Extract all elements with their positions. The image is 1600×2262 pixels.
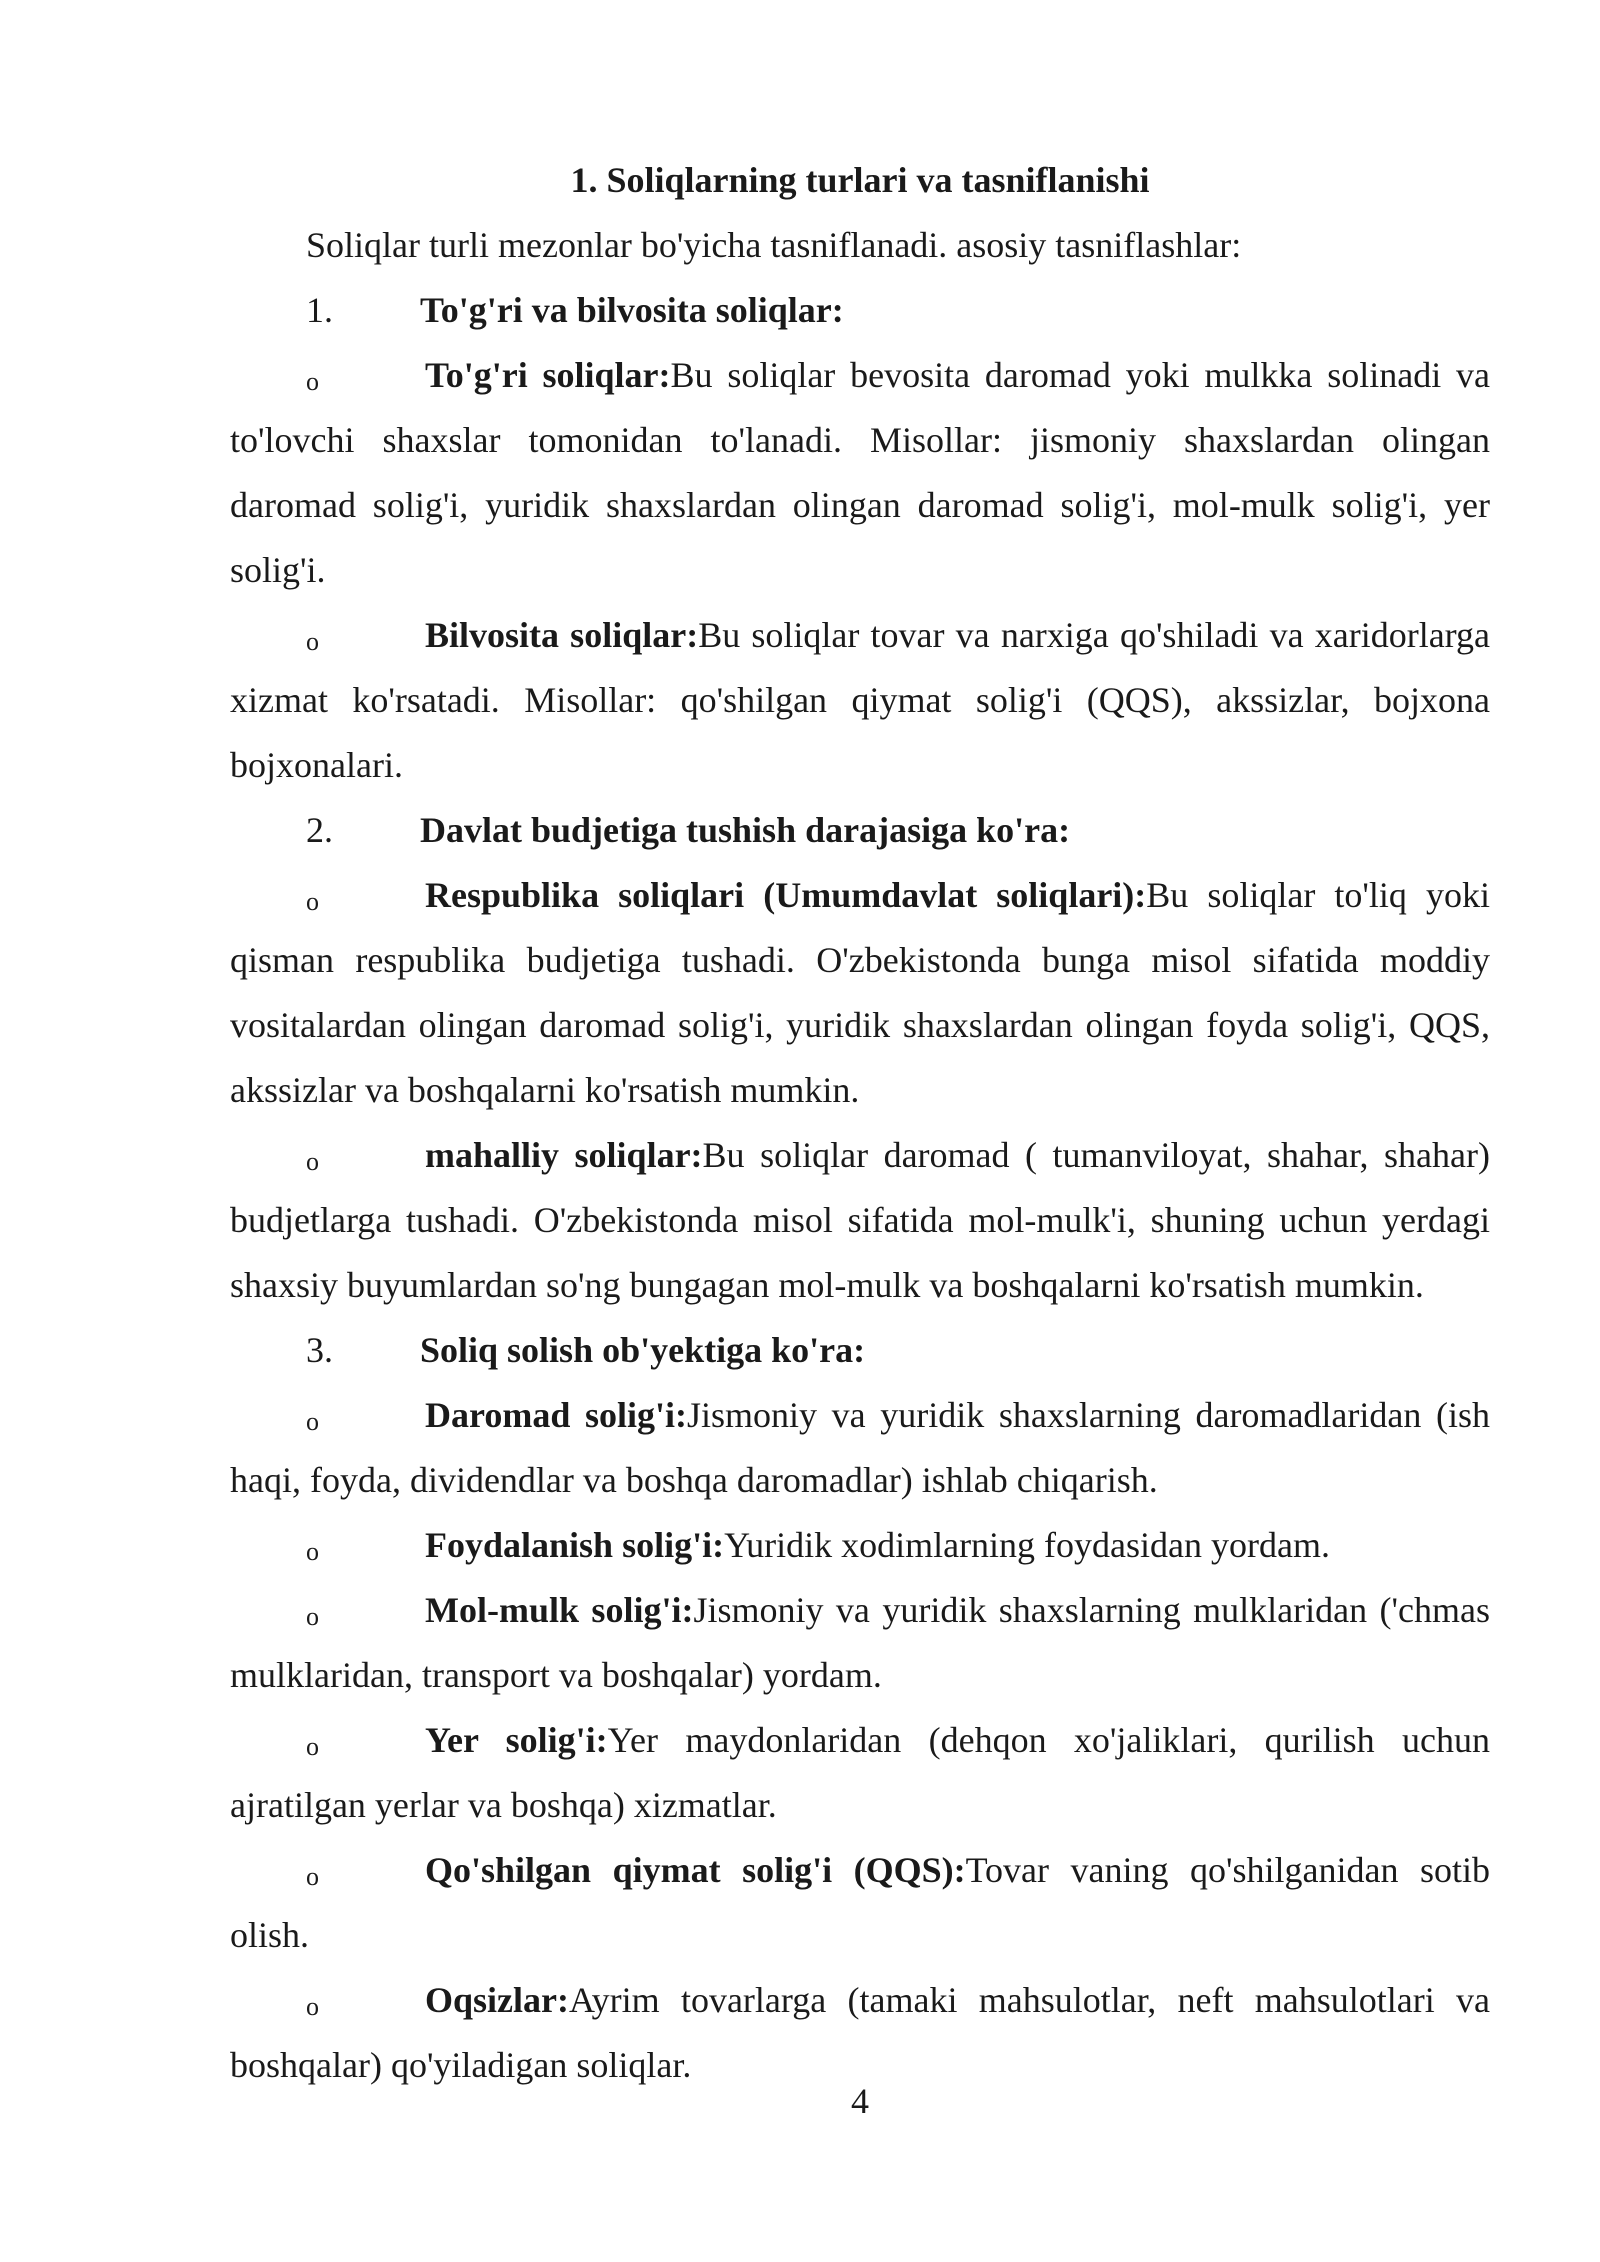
section-heading [230, 798, 1490, 863]
list-item [230, 1513, 1490, 1578]
list-item [230, 1708, 1490, 1838]
list-item [230, 1968, 1490, 2098]
section-number: 1. [306, 290, 333, 330]
section-heading-text: To'g'ri va bilvosita soliqlar: [420, 290, 844, 330]
bullet-marker: o [306, 887, 319, 916]
bullet-marker: o [306, 1602, 319, 1631]
page-number: 4 [851, 2081, 869, 2121]
item-text: Bu soliqlar tovar va narxiga qo'shiladi va xaridorlarga xizmat ko'rsatadi. Misollar: qo'shilgan qiymat solig'i (QQS), akssizlar, bojxona bojxonalari. [230, 615, 1490, 785]
section-heading [230, 1318, 1490, 1383]
list-item [230, 863, 1490, 1123]
item-text: Bu soliqlar bevosita daromad yoki mulkka solinadi va to'lovchi shaxslar tomonidan to'lanadi. Misollar: jismoniy shaxslardan olingan daromad solig'i, yuridik shaxslardan olingan daromad solig'i, mol-mulk solig'i, yer solig'i. [230, 355, 1490, 590]
section-number: 3. [306, 1330, 333, 1370]
item-text: Yer maydonlaridan (dehqon xo'jaliklari, qurilish uchun ajratilgan yerlar va boshqa) xizmatlar. [230, 1720, 1490, 1825]
list-item [230, 1838, 1490, 1968]
item-text: Jismoniy va yuridik shaxslarning daromadlaridan (ish haqi, foyda, dividendlar va boshqa daromadlar) ishlab chiqarish. [230, 1395, 1490, 1500]
bullet-marker: o [306, 1537, 319, 1566]
list-item [230, 1123, 1490, 1318]
item-term: To'g'ri soliqlar: [425, 355, 671, 395]
item-term: Oqsizlar: [425, 1980, 569, 2020]
section-heading [230, 278, 1490, 343]
list-item [230, 603, 1490, 798]
list-item [230, 343, 1490, 603]
document-page [230, 148, 1490, 2098]
item-text: Tovar vaning qo'shilganidan sotib olish. [230, 1850, 1490, 1955]
item-term: Foydalanish solig'i: [425, 1525, 725, 1565]
item-term: Yer solig'i: [425, 1720, 608, 1760]
item-term: Respublika soliqlari (Umumdavlat soliqlari): [425, 875, 1147, 915]
item-text: Jismoniy va yuridik shaxslarning mulklaridan ('chmas mulklaridan, transport va boshqalar) yordam. [230, 1590, 1490, 1695]
bullet-marker: o [306, 1992, 319, 2021]
item-text: Ayrim tovarlarga (tamaki mahsulotlar, neft mahsulotlari va boshqalar) qo'yiladigan soliqlar. [230, 1980, 1490, 2085]
bullet-marker: o [306, 1732, 319, 1761]
item-term: Qo'shilgan qiymat solig'i (QQS): [425, 1850, 966, 1890]
list-item [230, 1578, 1490, 1708]
bullet-marker: o [306, 1862, 319, 1891]
intro-paragraph: Soliqlar turli mezonlar bo'yicha tasniflanadi. asosiy tasniflashlar: [306, 225, 1242, 265]
list-item [230, 1383, 1490, 1513]
item-text: Bu soliqlar to'liq yoki qisman respublika budjetiga tushadi. O'zbekistonda bunga misol sifatida moddiy vositalardan olingan daromad solig'i, yuridik shaxslardan olingan foyda solig'i, QQS, akssizlar va boshqalarni ko'rsatish mumkin. [230, 875, 1490, 1110]
item-term: Daromad solig'i: [425, 1395, 687, 1435]
page-title: 1. Soliqlarning turlari va tasniflanishi [570, 160, 1150, 200]
item-term: Mol-mulk solig'i: [425, 1590, 694, 1630]
bullet-marker: o [306, 367, 319, 396]
bullet-marker: o [306, 627, 319, 656]
section-heading-text: Davlat budjetiga tushish darajasiga ko'ra: [420, 810, 1071, 850]
item-term: Bilvosita soliqlar: [425, 615, 699, 655]
item-term: mahalliy soliqlar: [425, 1135, 703, 1175]
item-text: Bu soliqlar daromad ( tumanviloyat, shahar, shahar) budjetlarga tushadi. O'zbekistonda misol sifatida mol-mulk'i, shuning uchun yerdagi shaxsiy buyumlardan so'ng bungagan mol-mulk va boshqalarni ko'rsatish mumkin. [230, 1135, 1490, 1305]
item-text: Yuridik xodimlarning foydasidan yordam. [724, 1525, 1330, 1565]
section-heading-text: Soliq solish ob'yektiga ko'ra: [420, 1330, 866, 1370]
bullet-marker: o [306, 1147, 319, 1176]
section-number: 2. [306, 810, 333, 850]
bullet-marker: o [306, 1407, 319, 1436]
